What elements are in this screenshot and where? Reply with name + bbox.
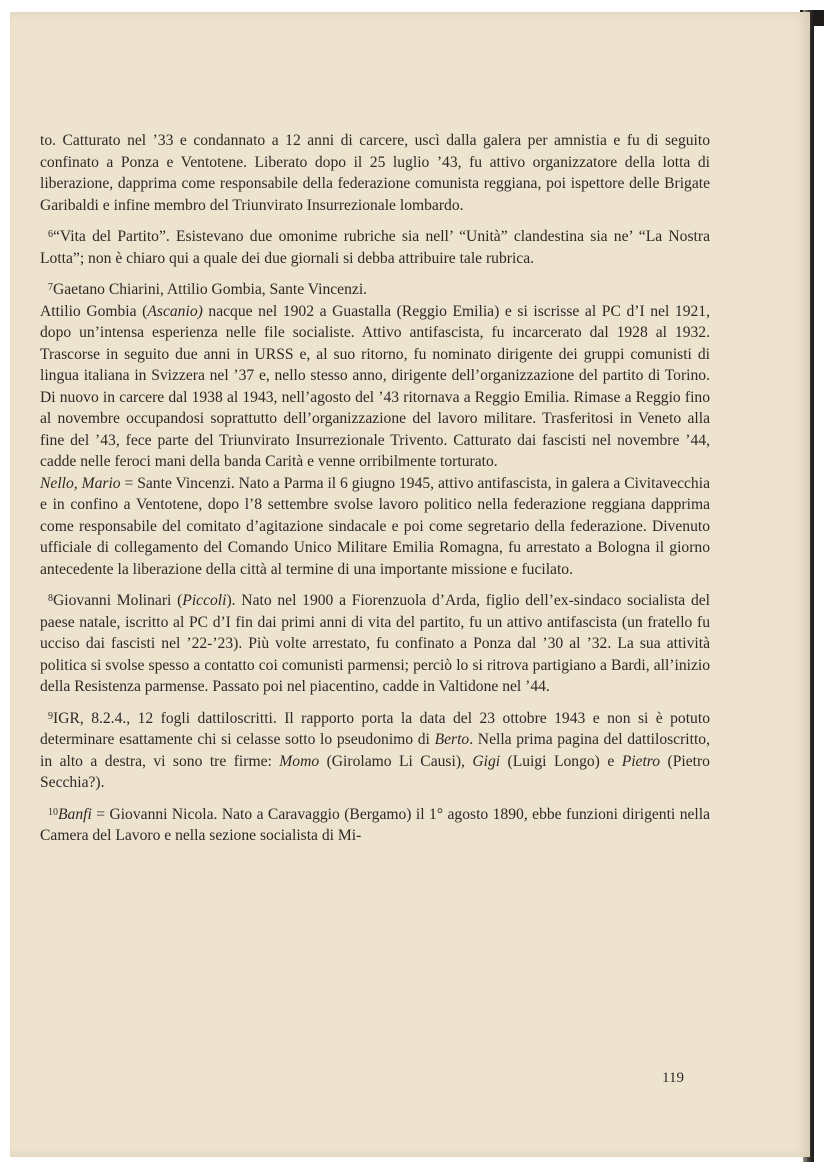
footnote-7-heading bbox=[40, 279, 710, 301]
footnote-10 bbox=[40, 804, 710, 847]
footnote-7-gombia bbox=[40, 301, 710, 473]
note-number: 9 bbox=[48, 710, 53, 722]
text: Giovanni Molinari ( bbox=[53, 592, 183, 609]
text: IGR, 8.2.4., 12 fogli dattiloscritti. Il rapporto porta la data del 23 ottobre 1943 e non si è potuto determinare esattamente chi si celasse sotto lo pseudonimo di bbox=[40, 709, 710, 748]
pseudonym: Berto bbox=[434, 731, 470, 748]
note-number: 8 bbox=[48, 593, 53, 604]
pseudonym: Nello, Mario bbox=[40, 474, 121, 492]
pseudonym: Pietro bbox=[621, 752, 661, 770]
note-number: 7 bbox=[48, 282, 53, 293]
text: (Pietro Secchia?). bbox=[40, 752, 710, 791]
text: . Nella prima pagina del dattiloscritto, in alto a destra, vi sono tre firme: bbox=[40, 731, 710, 770]
text: = Giovanni Nicola. Nato a Caravaggio (Bergamo) il 1° agosto 1890, ebbe funzioni dirigenti nella Camera del Lavoro e nella sezione socialista di Mi- bbox=[40, 805, 710, 844]
footnotes-text bbox=[40, 130, 710, 847]
note-text: Gaetano Chiarini, Attilio Gombia, Sante Vincenzi. bbox=[53, 281, 368, 298]
page-number: 119 bbox=[662, 1070, 684, 1086]
footnote-7-vincenzi bbox=[40, 473, 710, 581]
text: (Girolamo Li Causi), bbox=[319, 752, 473, 770]
footnote-9 bbox=[40, 708, 710, 794]
text: (Luigi Longo) e bbox=[500, 752, 622, 770]
pseudonym: Ascanio) bbox=[147, 302, 203, 320]
note-number: 6 bbox=[48, 229, 53, 240]
text: = Sante Vincenzi. Nato a Parma il 6 giugno 1945, attivo antifascista, in galera a Civitavecchia e in confino a Ventotene, dopo l’8 settembre svolse lavoro politico nella federazione reggiana dapprima come responsabile del comitato d’agitazione sindacale e poi come segretario della federazione. Divenuto ufficiale di collegamento del Comando Unico Militare Emilia Romagna, fu arrestato a Bologna il giorno antecedente la liberazione della città al termine di una importante missione e fucilato. bbox=[40, 474, 710, 578]
text: ). Nato nel 1900 a Fiorenzuola d’Arda, figlio dell’ex-sindaco socialista del paese natale, iscritto al PC d’I fin dai primi anni di vita del partito, fu un attivo antifascista (un fratello fu ucciso dai fascisti nel ’22-’23). Più volte arrestato, fu confinato a Ponza dal ’30 al ’32. La sua attività politica si svolse spesso a contatto coi comunisti parmensi; perciò lo si ritrova partigiano a Bardi, all’inizio della Resistenza parmense. Passato poi nel piacentino, cadde in Valtidone nel ’44. bbox=[40, 592, 710, 695]
book-page bbox=[10, 12, 810, 1157]
pseudonym: Momo bbox=[279, 752, 320, 770]
footnote-8 bbox=[40, 590, 710, 698]
paragraph-continued: to. Catturato nel ’33 e condannato a 12 anni di carcere, uscì dalla galera per amnistia e fu di seguito confinato a Ponza e Ventotene. Liberato dopo il 25 luglio ’43, fu attivo organizzatore della lotta di liberazione, dapprima come responsabile della federazione comunista reggiana, poi ispettore delle Brigate Garibaldi e infine membro del Triunvirato Insurrezionale lombardo. bbox=[40, 132, 710, 214]
text: Attilio Gombia ( bbox=[40, 302, 148, 320]
pseudonym: Piccoli bbox=[182, 592, 227, 609]
note-number: 10 bbox=[48, 806, 58, 818]
text: nacque nel 1902 a Guastalla (Reggio Emilia) e si iscrisse al PC d’I nel 1921, dopo un’intensa esperienza nelle file socialiste. Attivo antifascista, fu incarcerato dal 1928 al 1932. Trascorse in seguito due anni in URSS e, al suo ritorno, fu nominato dirigente dei gruppi comunisti di lingua italiana in Svizzera nel ’37 e, nello stesso anno, dirigente dell’organizzazione del partito di Torino. Di nuovo in carcere dal 1938 al 1943, nell’agosto del ’43 ritornava a Reggio Emilia. Rimase a Reggio fino al novembre occupandosi soprattutto dell’organizzazione del lavoro militare. Trasferitosi in Veneto alla fine del ’43, fece parte del Triunvirato Insurrezionale Trivento. Catturato dai fascisti nel novembre ’44, cadde nelle feroci mani della banda Carità e venne orribilmente torturato. bbox=[40, 302, 710, 470]
pseudonym: Gigi bbox=[472, 752, 501, 770]
pseudonym: Banfi bbox=[58, 805, 92, 823]
footnote-6 bbox=[40, 226, 710, 269]
note-text: “Vita del Partito”. Esistevano due omonime rubriche sia nell’ “Unità” clandestina sia ne’ “La Nostra Lotta”; non è chiaro qui a quale dei due giornali si debba attribuire tale rubrica. bbox=[40, 228, 710, 267]
